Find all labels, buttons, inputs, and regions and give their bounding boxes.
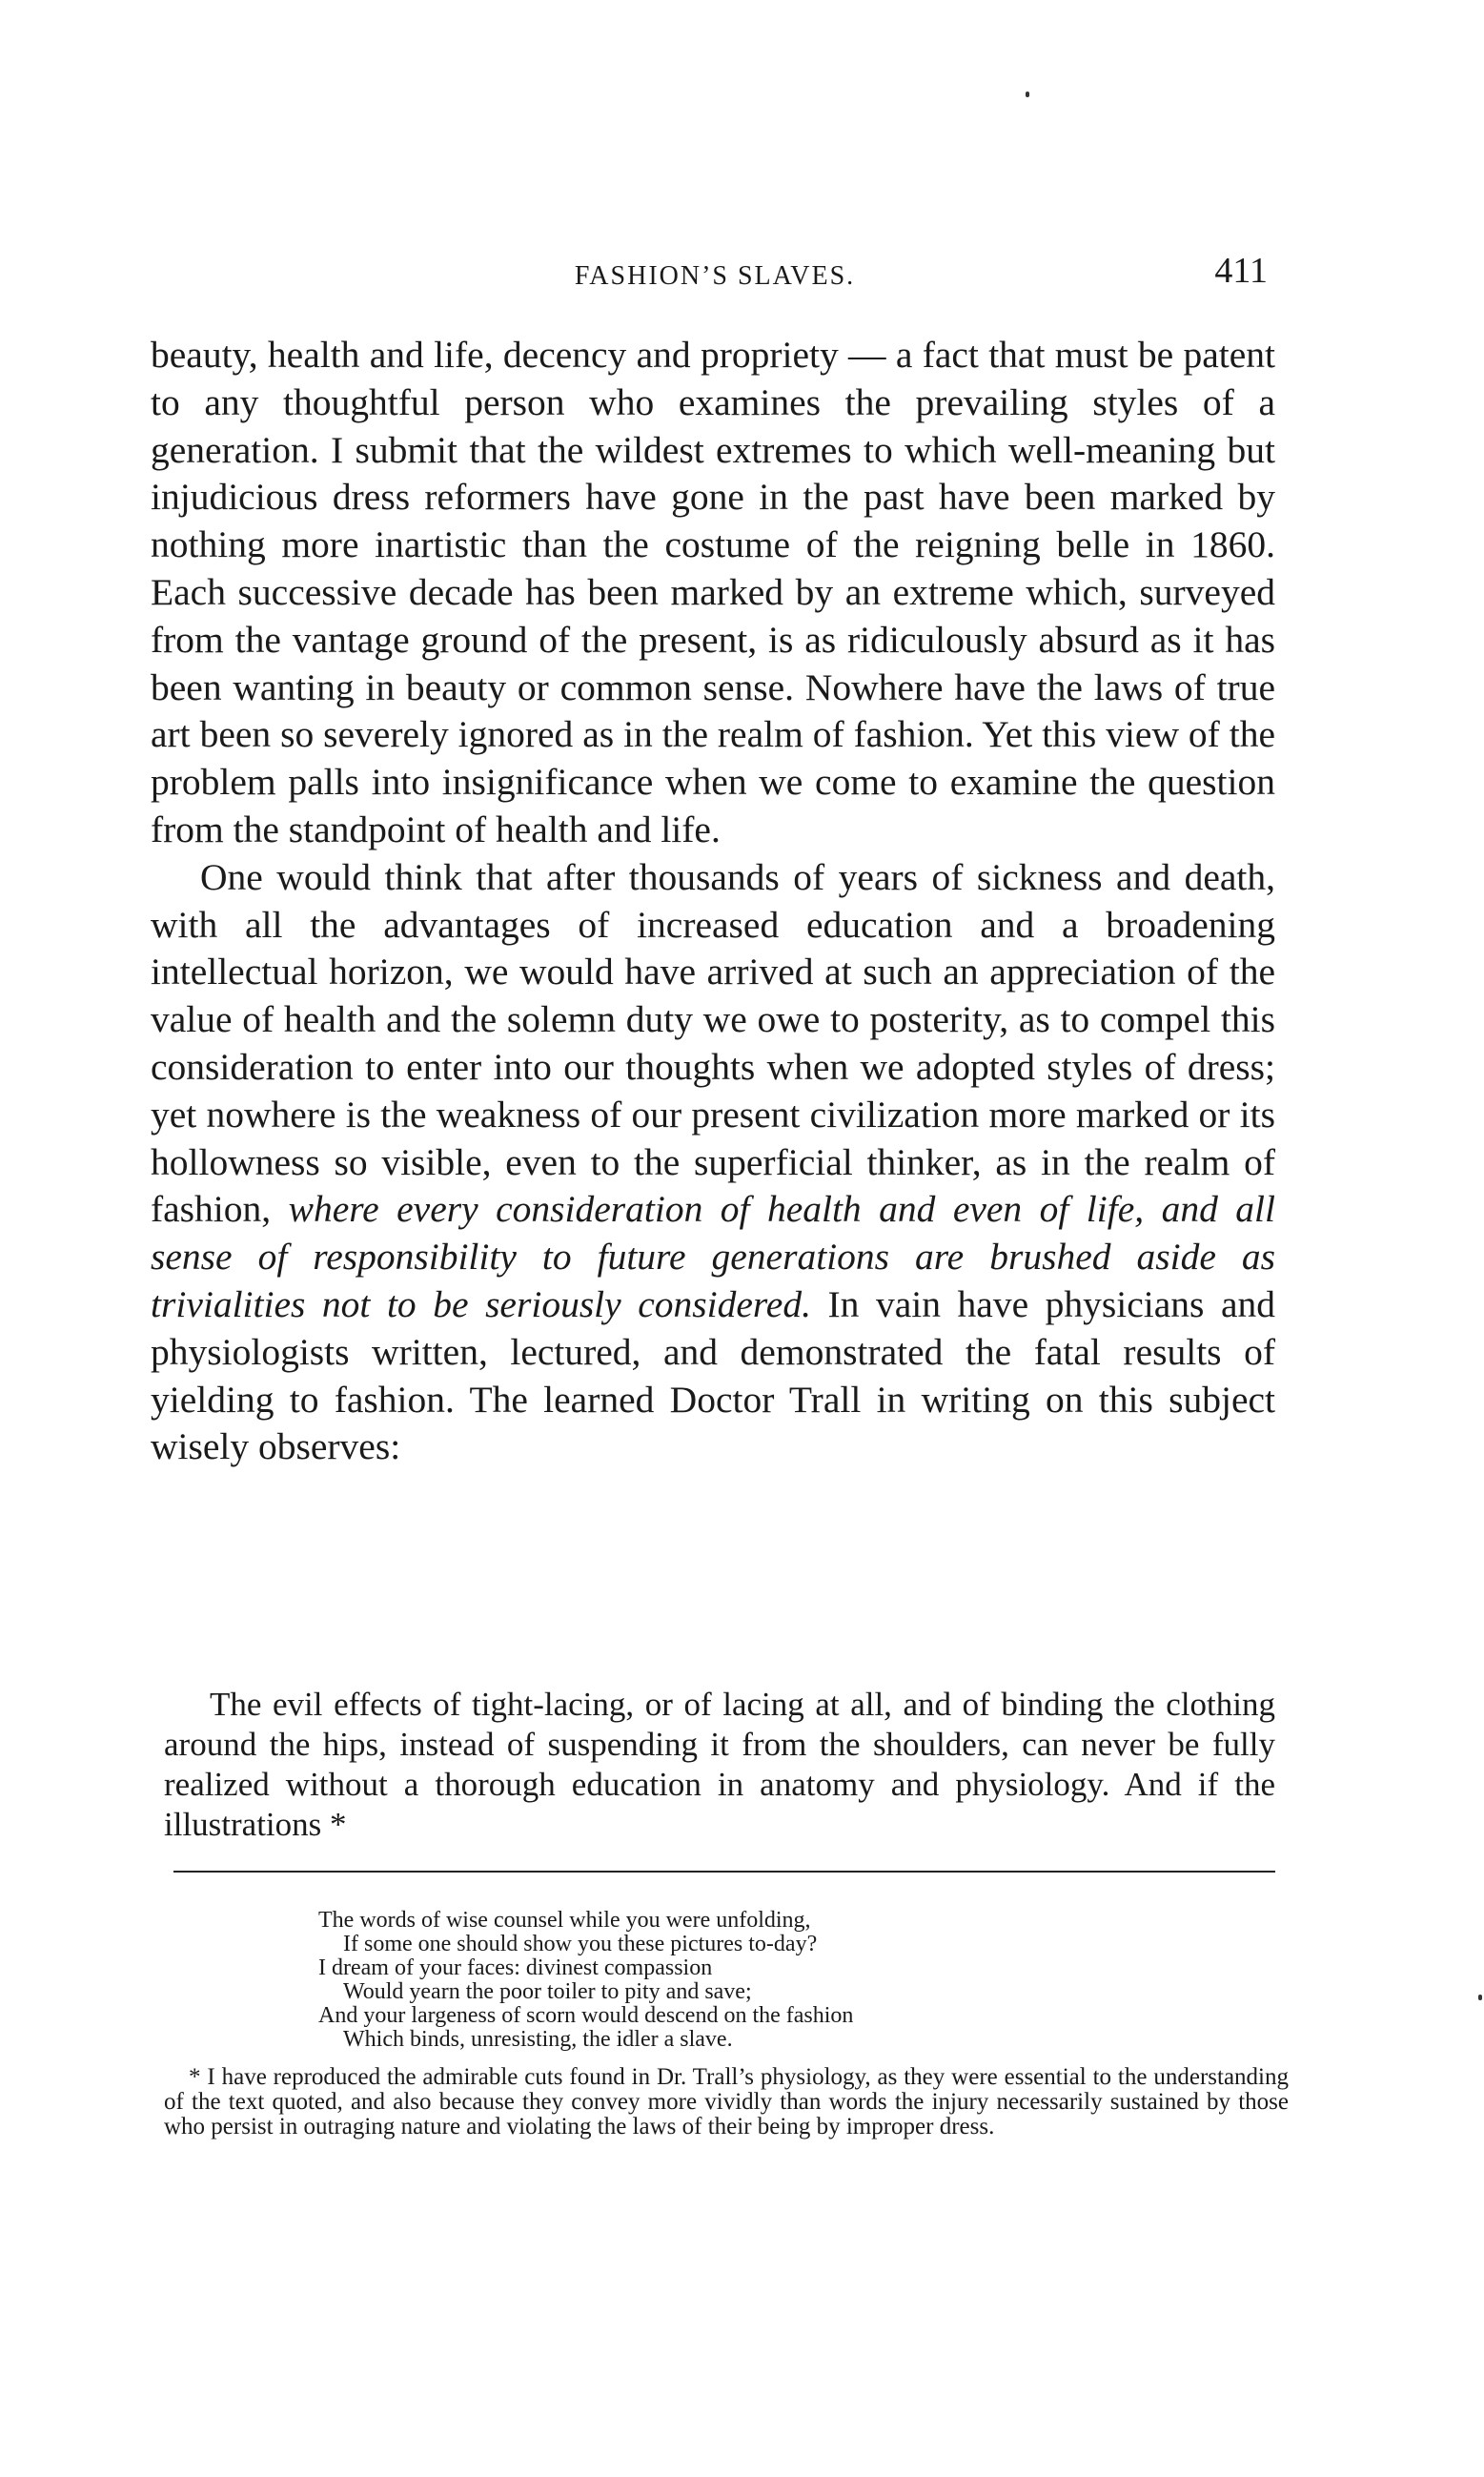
block-quote: The evil effects of tight-lacing, or of lacing at all, and of binding the clothing around the hips, instead of suspending it from the shoulders, can never be fully realized without a thorough education in anatomy and physiology. And if the illustrations *	[164, 1686, 1275, 1843]
emphasized-text: where every consideration of health and even of life, and all sense of responsibility to future generations are brushed aside as trivialities not to be seriously considered.	[151, 1188, 1275, 1325]
footnote-rule	[173, 1871, 1275, 1873]
verse-line: The words of wise counsel while you were unfolding,	[318, 1908, 811, 1933]
verse-line: If some one should show you these pictures to-day?	[343, 1932, 818, 1956]
ink-speck	[1478, 1995, 1482, 2000]
paragraph-continued: beauty, health and life, decency and propriety — a fact that must be patent to any thoughtful person who examines the prevailing styles of a generation. I submit that the wildest extremes to which well-meaning but injudicious dress reformers have gone in the past have been marked by nothing more inartistic than the costume of the reigning belle in 1860. Each successive decade has been marked by an extreme which, surveyed from the vantage ground of the present, is as ridiculously absurd as it has been wanting in beauty or common sense. Nowhere have the laws of true art been so severely ignored as in the realm of fashion. Yet this view of the problem palls into insignificance when we come to examine the question from the standpoint of health and life.	[151, 334, 1275, 850]
verse-line: Which binds, unresisting, the idler a slave.	[343, 2027, 733, 2052]
verse-line: And your largeness of scorn would descend on the fashion	[318, 2003, 854, 2028]
page-number: 411	[1214, 251, 1268, 291]
paragraph-text: One would think that after thousands of years of sickness and death, with all the advantages of increased education and a broadening intellectual horizon, we would have arrived at such an appreciation of the value of health and the solemn duty we owe to posterity, as to compel this consideration to enter into our thoughts when we adopted styles of dress; yet nowhere is the weakness of our present civilization more marked or its hollowness so visible, even to the superficial thinker, as in the realm of fashion,	[151, 855, 1275, 1231]
paragraph-text-end: In vain have physicians and physiologists written, lectured, and demonstrated the fatal results of yielding to fashion. The learned Doctor Trall in writing on this subject wisely observes:	[151, 1282, 1275, 1468]
page-header	[152, 250, 1277, 307]
verse-line: I dream of your faces: divinest compassion	[318, 1955, 713, 1980]
footnote: * I have reproduced the admirable cuts found in Dr. Trall’s physiology, as they were essential to the understanding of the text quoted, and also because they convey more vividly than words the injury necessarily sustained by those who persist in outraging nature and violating the laws of their being by improper dress.	[164, 2064, 1289, 2139]
main-text	[151, 332, 1275, 1471]
paragraph	[151, 854, 1275, 1471]
verse-line: Would yearn the poor toiler to pity and save;	[343, 1979, 752, 2004]
ink-speck	[1026, 92, 1029, 97]
running-head: FASHION’S SLAVES.	[574, 261, 856, 291]
verse	[318, 1909, 1176, 2052]
